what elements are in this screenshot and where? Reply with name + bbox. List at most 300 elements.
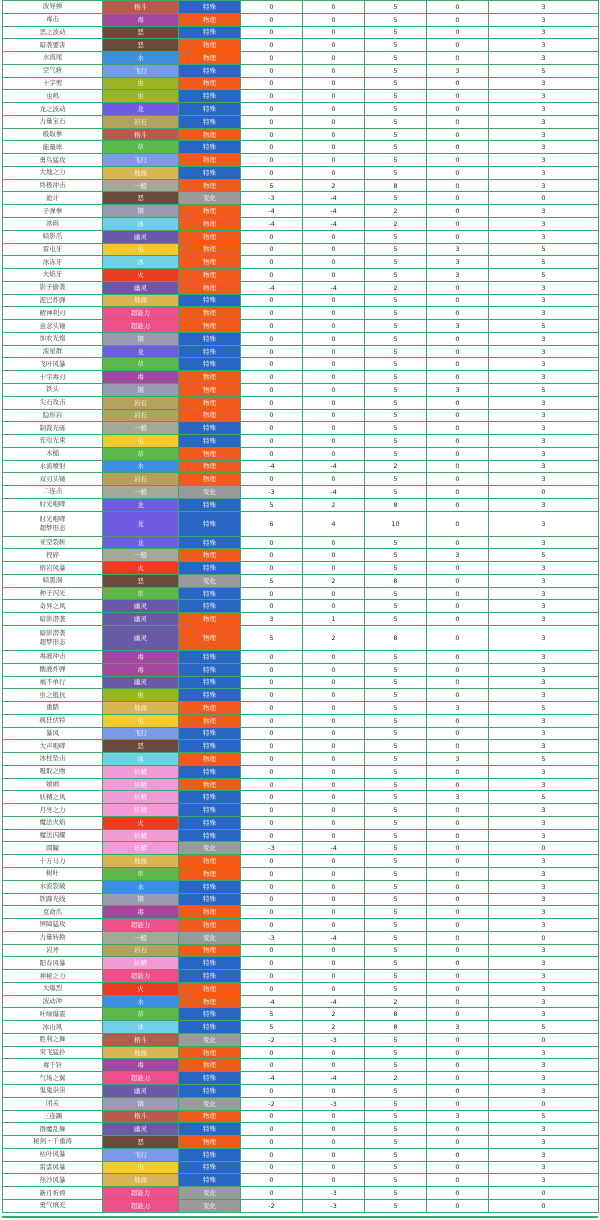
table-row bbox=[3, 498, 599, 511]
stat-cell-v2: 0 bbox=[303, 26, 365, 39]
move-name-cell bbox=[3, 816, 103, 829]
stat-cell-v1: 0 bbox=[241, 473, 303, 486]
table-row bbox=[3, 906, 599, 919]
stat-cell-v1: 0 bbox=[241, 256, 303, 269]
stat-cell-v1: 0 bbox=[241, 1110, 303, 1123]
stat-cell-v2: 0 bbox=[303, 650, 365, 663]
move-name: 酸液炸弹 bbox=[39, 665, 66, 674]
stat-cell-v4: 0 bbox=[427, 218, 489, 231]
move-name: 意念头锤 bbox=[39, 321, 66, 330]
stat-cell-v5: 3 bbox=[489, 676, 599, 689]
stat-cell-v3: 8 bbox=[365, 1008, 427, 1021]
table-row bbox=[3, 320, 599, 333]
stat-cell-v5: 0 bbox=[489, 192, 599, 205]
stat-cell-v4: 0 bbox=[427, 422, 489, 435]
stat-cell-v2: 0 bbox=[303, 1085, 365, 1098]
move-type-badge: 一般 bbox=[103, 931, 179, 944]
move-type-badge: 超能力 bbox=[103, 307, 179, 320]
stat-cell-v5: 3 bbox=[489, 562, 599, 575]
move-category-badge: 物理 bbox=[179, 473, 241, 486]
stat-cell-v5: 3 bbox=[489, 650, 599, 663]
move-type-badge: 恶 bbox=[103, 574, 179, 587]
move-category-badge: 物理 bbox=[179, 906, 241, 919]
stat-cell-v4: 0 bbox=[427, 1059, 489, 1072]
stat-cell-v1: 0 bbox=[241, 562, 303, 575]
stat-cell-v5: 3 bbox=[489, 536, 599, 549]
stat-cell-v1: 6 bbox=[241, 511, 303, 536]
table-row bbox=[3, 1161, 599, 1174]
stat-cell-v5: 3 bbox=[489, 511, 599, 536]
stat-cell-v3: 5 bbox=[365, 1085, 427, 1098]
stat-cell-v2: 4 bbox=[303, 511, 365, 536]
stat-cell-v4: 0 bbox=[427, 460, 489, 473]
stat-cell-v5: 5 bbox=[489, 64, 599, 77]
move-category-badge: 物理 bbox=[179, 383, 241, 396]
table-row bbox=[3, 944, 599, 957]
move-name-cell bbox=[3, 26, 103, 39]
move-name: 木槌 bbox=[46, 449, 59, 458]
move-name: 嬉闹 bbox=[46, 780, 59, 789]
stat-cell-v2: 0 bbox=[303, 957, 365, 970]
move-name: 毒千针 bbox=[42, 1060, 63, 1069]
stat-cell-v5: 3 bbox=[489, 115, 599, 128]
move-type-badge: 冰 bbox=[103, 256, 179, 269]
stat-cell-v3: 2 bbox=[365, 281, 427, 294]
move-category-badge: 物理 bbox=[179, 868, 241, 881]
stat-cell-v3: 5 bbox=[365, 650, 427, 663]
stat-cell-v4: 0 bbox=[427, 52, 489, 65]
move-name: 大地之力 bbox=[39, 168, 66, 177]
stat-cell-v4: 3 bbox=[427, 791, 489, 804]
table-row bbox=[3, 460, 599, 473]
table-row bbox=[3, 77, 599, 90]
move-name-cell bbox=[3, 358, 103, 371]
stat-cell-v3: 5 bbox=[365, 562, 427, 575]
move-name-cell bbox=[3, 511, 103, 536]
stat-cell-v4: 0 bbox=[427, 1123, 489, 1136]
stat-cell-v5: 3 bbox=[489, 1072, 599, 1085]
table-row bbox=[3, 383, 599, 396]
stat-cell-v4: 0 bbox=[427, 26, 489, 39]
stat-cell-v2: 0 bbox=[303, 1161, 365, 1174]
move-name-cell bbox=[3, 906, 103, 919]
stat-cell-v2: 0 bbox=[303, 714, 365, 727]
stat-cell-v1: 0 bbox=[241, 765, 303, 778]
stat-cell-v2: 0 bbox=[303, 676, 365, 689]
stat-cell-v4: 3 bbox=[427, 383, 489, 396]
stat-cell-v4: 0 bbox=[427, 345, 489, 358]
stat-cell-v3: 5 bbox=[365, 435, 427, 448]
move-name-cell bbox=[3, 944, 103, 957]
table-row bbox=[3, 141, 599, 154]
stat-cell-v4: 0 bbox=[427, 919, 489, 932]
stat-cell-v5: 5 bbox=[489, 1110, 599, 1123]
move-type-badge: 幽灵 bbox=[103, 1123, 179, 1136]
move-category-badge: 变化 bbox=[179, 486, 241, 499]
stat-cell-v1: 0 bbox=[241, 1148, 303, 1161]
move-type-badge: 格斗 bbox=[103, 128, 179, 141]
table-row bbox=[3, 1110, 599, 1123]
move-name-cell bbox=[3, 613, 103, 626]
move-name: 超梦形态 bbox=[39, 523, 66, 532]
stat-cell-v2: 0 bbox=[303, 90, 365, 103]
move-name-cell bbox=[3, 205, 103, 218]
stat-cell-v2: 0 bbox=[303, 332, 365, 345]
stat-cell-v2: 1 bbox=[303, 613, 365, 626]
stat-cell-v3: 5 bbox=[365, 613, 427, 626]
stat-cell-v3: 5 bbox=[365, 1148, 427, 1161]
stat-cell-v3: 2 bbox=[365, 1072, 427, 1085]
stat-cell-v5: 3 bbox=[489, 587, 599, 600]
stat-cell-v3: 5 bbox=[365, 141, 427, 154]
table-row bbox=[3, 511, 599, 536]
stat-cell-v5: 0 bbox=[489, 1097, 599, 1110]
move-type-badge: 电 bbox=[103, 714, 179, 727]
move-category-badge: 特殊 bbox=[179, 791, 241, 804]
move-name-cell bbox=[3, 587, 103, 600]
table-row bbox=[3, 371, 599, 384]
table-row bbox=[3, 1, 599, 14]
stat-cell-v2: 2 bbox=[303, 1021, 365, 1034]
move-name-cell bbox=[3, 1187, 103, 1200]
stat-cell-v2: 0 bbox=[303, 409, 365, 422]
stat-cell-v1: 0 bbox=[241, 90, 303, 103]
stat-cell-v5: 0 bbox=[489, 1187, 599, 1200]
stat-cell-v3: 5 bbox=[365, 371, 427, 384]
stat-cell-v1: 5 bbox=[241, 574, 303, 587]
table-row bbox=[3, 473, 599, 486]
stat-cell-v4: 0 bbox=[427, 995, 489, 1008]
stat-cell-v2: -4 bbox=[303, 460, 365, 473]
stat-cell-v3: 5 bbox=[365, 230, 427, 243]
move-category-badge: 特殊 bbox=[179, 1, 241, 14]
move-type-badge: 飞行 bbox=[103, 1148, 179, 1161]
stat-cell-v1: -3 bbox=[241, 931, 303, 944]
move-type-badge: 草 bbox=[103, 141, 179, 154]
table-row bbox=[3, 294, 599, 307]
stat-cell-v5: 3 bbox=[489, 345, 599, 358]
move-name: 大爆烈 bbox=[42, 984, 63, 993]
table-row bbox=[3, 396, 599, 409]
stat-cell-v2: 0 bbox=[303, 727, 365, 740]
stat-cell-v5: 3 bbox=[489, 358, 599, 371]
stat-cell-v4: 0 bbox=[427, 115, 489, 128]
move-name: 二连击 bbox=[42, 487, 63, 496]
stat-cell-v2: 0 bbox=[303, 791, 365, 804]
table-row bbox=[3, 536, 599, 549]
stat-cell-v3: 5 bbox=[365, 307, 427, 320]
stat-cell-v1: 0 bbox=[241, 154, 303, 167]
stat-cell-v4: 0 bbox=[427, 778, 489, 791]
stat-cell-v5: 3 bbox=[489, 294, 599, 307]
move-category-badge: 特殊 bbox=[179, 90, 241, 103]
table-row bbox=[3, 230, 599, 243]
move-name: 诡计 bbox=[46, 193, 59, 202]
move-name-cell bbox=[3, 447, 103, 460]
move-category-badge: 物理 bbox=[179, 320, 241, 333]
stat-cell-v3: 5 bbox=[365, 128, 427, 141]
stat-cell-v4: 0 bbox=[427, 435, 489, 448]
stat-cell-v5: 3 bbox=[489, 435, 599, 448]
stat-cell-v3: 8 bbox=[365, 625, 427, 650]
table-row bbox=[3, 1021, 599, 1034]
move-category-badge: 特殊 bbox=[179, 650, 241, 663]
move-type-badge: 电 bbox=[103, 435, 179, 448]
stat-cell-v3: 5 bbox=[365, 64, 427, 77]
stat-cell-v5: 5 bbox=[489, 791, 599, 804]
stat-cell-v3: 5 bbox=[365, 1059, 427, 1072]
table-bottom-border bbox=[2, 1216, 598, 1218]
table-row bbox=[3, 103, 599, 116]
move-name-cell bbox=[3, 1136, 103, 1149]
move-category-badge: 特殊 bbox=[179, 511, 241, 536]
move-name-cell bbox=[3, 650, 103, 663]
stat-cell-v3: 5 bbox=[365, 702, 427, 715]
move-name: 闭关 bbox=[46, 1099, 59, 1108]
stat-cell-v1: -3 bbox=[241, 842, 303, 855]
table-row bbox=[3, 1097, 599, 1110]
stat-cell-v3: 5 bbox=[365, 663, 427, 676]
stat-cell-v3: 5 bbox=[365, 855, 427, 868]
move-type-badge: 火 bbox=[103, 562, 179, 575]
stat-cell-v2: 0 bbox=[303, 778, 365, 791]
table-row bbox=[3, 1072, 599, 1085]
move-name-cell bbox=[3, 154, 103, 167]
move-name-cell bbox=[3, 1008, 103, 1021]
stat-cell-v2: 2 bbox=[303, 574, 365, 587]
move-name-cell bbox=[3, 1161, 103, 1174]
move-type-badge: 地面 bbox=[103, 855, 179, 868]
move-name: 暗袭要害 bbox=[39, 40, 66, 49]
move-type-badge: 妖精 bbox=[103, 842, 179, 855]
move-name-cell bbox=[3, 218, 103, 231]
move-table bbox=[2, 0, 599, 1213]
stat-cell-v4: 0 bbox=[427, 205, 489, 218]
stat-cell-v2: -4 bbox=[303, 995, 365, 1008]
move-type-badge: 恶 bbox=[103, 192, 179, 205]
move-name-cell bbox=[3, 562, 103, 575]
move-name-cell bbox=[3, 128, 103, 141]
stat-cell-v4: 0 bbox=[427, 141, 489, 154]
move-name: 雷电牙 bbox=[42, 244, 63, 253]
stat-cell-v5: 3 bbox=[489, 1148, 599, 1161]
move-category-badge: 特殊 bbox=[179, 332, 241, 345]
stat-cell-v1: 0 bbox=[241, 549, 303, 562]
stat-cell-v3: 5 bbox=[365, 358, 427, 371]
stat-cell-v3: 2 bbox=[365, 995, 427, 1008]
move-name: 力量转换 bbox=[39, 933, 66, 942]
move-category-badge: 特殊 bbox=[179, 765, 241, 778]
move-category-badge: 特殊 bbox=[179, 600, 241, 613]
move-name: 影子偷袭 bbox=[39, 283, 66, 292]
move-category-badge: 特殊 bbox=[179, 816, 241, 829]
stat-cell-v3: 5 bbox=[365, 26, 427, 39]
move-category-badge: 物理 bbox=[179, 778, 241, 791]
move-name-cell bbox=[3, 663, 103, 676]
stat-cell-v1: 0 bbox=[241, 1059, 303, 1072]
stat-cell-v1: 0 bbox=[241, 855, 303, 868]
move-name-cell bbox=[3, 995, 103, 1008]
move-name-cell bbox=[3, 115, 103, 128]
stat-cell-v4: 0 bbox=[427, 957, 489, 970]
stat-cell-v5: 3 bbox=[489, 166, 599, 179]
stat-cell-v4: 0 bbox=[427, 689, 489, 702]
stat-cell-v1: -2 bbox=[241, 1199, 303, 1212]
move-type-badge: 幽灵 bbox=[103, 676, 179, 689]
stat-cell-v4: 3 bbox=[427, 320, 489, 333]
move-name-cell bbox=[3, 625, 103, 650]
move-type-badge: 一般 bbox=[103, 486, 179, 499]
move-type-badge: 草 bbox=[103, 447, 179, 460]
stat-cell-v2: 0 bbox=[303, 1136, 365, 1149]
stat-cell-v4: 0 bbox=[427, 600, 489, 613]
stat-cell-v1: -4 bbox=[241, 281, 303, 294]
stat-cell-v5: 3 bbox=[489, 1085, 599, 1098]
move-name: 冰砾 bbox=[46, 219, 59, 228]
move-category-badge: 物理 bbox=[179, 982, 241, 995]
stat-cell-v4: 0 bbox=[427, 90, 489, 103]
move-type-badge: 毒 bbox=[103, 1059, 179, 1072]
move-type-badge: 虫 bbox=[103, 77, 179, 90]
stat-cell-v2: 0 bbox=[303, 906, 365, 919]
stat-cell-v4: 0 bbox=[427, 179, 489, 192]
stat-cell-v4: 0 bbox=[427, 765, 489, 778]
stat-cell-v5: 0 bbox=[489, 842, 599, 855]
move-type-badge: 超能力 bbox=[103, 320, 179, 333]
table-row bbox=[3, 689, 599, 702]
stat-cell-v4: 0 bbox=[427, 1174, 489, 1187]
stat-cell-v1: 0 bbox=[241, 383, 303, 396]
move-type-badge: 冰 bbox=[103, 218, 179, 231]
table-row bbox=[3, 39, 599, 52]
move-name: 波导弹 bbox=[42, 2, 63, 11]
move-name: 水流尾 bbox=[42, 53, 63, 62]
table-row bbox=[3, 549, 599, 562]
move-type-badge: 龙 bbox=[103, 511, 179, 536]
table-row bbox=[3, 855, 599, 868]
stat-cell-v4: 0 bbox=[427, 486, 489, 499]
stat-cell-v2: 0 bbox=[303, 944, 365, 957]
stat-cell-v5: 3 bbox=[489, 778, 599, 791]
stat-cell-v1: 0 bbox=[241, 128, 303, 141]
stat-cell-v3: 5 bbox=[365, 486, 427, 499]
move-name: 重踏 bbox=[46, 703, 59, 712]
table-row bbox=[3, 791, 599, 804]
stat-cell-v4: 0 bbox=[427, 1085, 489, 1098]
stat-cell-v2: 0 bbox=[303, 562, 365, 575]
table-row bbox=[3, 893, 599, 906]
move-name: 吸取之吻 bbox=[39, 767, 66, 776]
stat-cell-v1: 0 bbox=[241, 1123, 303, 1136]
stat-cell-v3: 5 bbox=[365, 396, 427, 409]
stat-cell-v3: 5 bbox=[365, 320, 427, 333]
move-type-badge: 超能力 bbox=[103, 1199, 179, 1212]
stat-cell-v3: 5 bbox=[365, 1033, 427, 1046]
move-name-cell bbox=[3, 765, 103, 778]
table-row bbox=[3, 816, 599, 829]
stat-cell-v4: 0 bbox=[427, 166, 489, 179]
move-category-badge: 特殊 bbox=[179, 1085, 241, 1098]
move-category-badge: 特殊 bbox=[179, 957, 241, 970]
move-name-cell bbox=[3, 422, 103, 435]
move-category-badge: 特殊 bbox=[179, 562, 241, 575]
stat-cell-v4: 0 bbox=[427, 77, 489, 90]
table-row bbox=[3, 90, 599, 103]
stat-cell-v2: 0 bbox=[303, 1148, 365, 1161]
stat-cell-v5: 5 bbox=[489, 383, 599, 396]
stat-cell-v2: -4 bbox=[303, 281, 365, 294]
move-type-badge: 一般 bbox=[103, 179, 179, 192]
move-category-badge: 特殊 bbox=[179, 1174, 241, 1187]
stat-cell-v4: 0 bbox=[427, 1033, 489, 1046]
stat-cell-v3: 5 bbox=[365, 294, 427, 307]
stat-cell-v4: 3 bbox=[427, 549, 489, 562]
table-row bbox=[3, 702, 599, 715]
stat-cell-v2: 0 bbox=[303, 39, 365, 52]
move-type-badge: 恶 bbox=[103, 39, 179, 52]
table-row bbox=[3, 1199, 599, 1212]
move-name-cell bbox=[3, 957, 103, 970]
move-name: 勇鸟猛攻 bbox=[39, 155, 66, 164]
stat-cell-v4: 3 bbox=[427, 1021, 489, 1034]
stat-cell-v3: 5 bbox=[365, 587, 427, 600]
stat-cell-v4: 0 bbox=[427, 880, 489, 893]
stat-cell-v5: 3 bbox=[489, 103, 599, 116]
move-name-cell bbox=[3, 1059, 103, 1072]
move-category-badge: 特殊 bbox=[179, 358, 241, 371]
move-type-badge: 龙 bbox=[103, 498, 179, 511]
move-name: 神秘之力 bbox=[39, 971, 66, 980]
stat-cell-v2: 0 bbox=[303, 702, 365, 715]
stat-cell-v1: 0 bbox=[241, 689, 303, 702]
stat-cell-v4: 3 bbox=[427, 269, 489, 282]
stat-cell-v2: 0 bbox=[303, 230, 365, 243]
move-name-cell bbox=[3, 179, 103, 192]
stat-cell-v5: 3 bbox=[489, 944, 599, 957]
stat-cell-v1: 0 bbox=[241, 269, 303, 282]
stat-cell-v5: 3 bbox=[489, 281, 599, 294]
stat-cell-v4: 0 bbox=[427, 613, 489, 626]
stat-cell-v1: 0 bbox=[241, 141, 303, 154]
stat-cell-v1: 0 bbox=[241, 702, 303, 715]
move-category-badge: 特殊 bbox=[179, 1123, 241, 1136]
stat-cell-v5: 3 bbox=[489, 205, 599, 218]
table-row bbox=[3, 332, 599, 345]
stat-cell-v5: 3 bbox=[489, 409, 599, 422]
table-row bbox=[3, 714, 599, 727]
stat-cell-v3: 5 bbox=[365, 982, 427, 995]
table-row bbox=[3, 435, 599, 448]
stat-cell-v2: -4 bbox=[303, 1072, 365, 1085]
move-type-badge: 幽灵 bbox=[103, 613, 179, 626]
stat-cell-v4: 0 bbox=[427, 829, 489, 842]
move-name-cell bbox=[3, 52, 103, 65]
move-type-badge: 地面 bbox=[103, 1046, 179, 1059]
move-type-badge: 岩石 bbox=[103, 944, 179, 957]
move-name: 冰柱坠击 bbox=[39, 754, 66, 763]
move-type-badge: 水 bbox=[103, 52, 179, 65]
stat-cell-v4: 0 bbox=[427, 625, 489, 650]
move-name-cell bbox=[3, 1148, 103, 1161]
move-type-badge: 格斗 bbox=[103, 1110, 179, 1123]
move-name: 大声咆哮 bbox=[39, 741, 66, 750]
move-name: 十万马力 bbox=[39, 856, 66, 865]
stat-cell-v1: 0 bbox=[241, 676, 303, 689]
table-row bbox=[3, 765, 599, 778]
stat-cell-v3: 5 bbox=[365, 791, 427, 804]
move-name: 叶绿爆震 bbox=[39, 1009, 66, 1018]
table-row bbox=[3, 52, 599, 65]
